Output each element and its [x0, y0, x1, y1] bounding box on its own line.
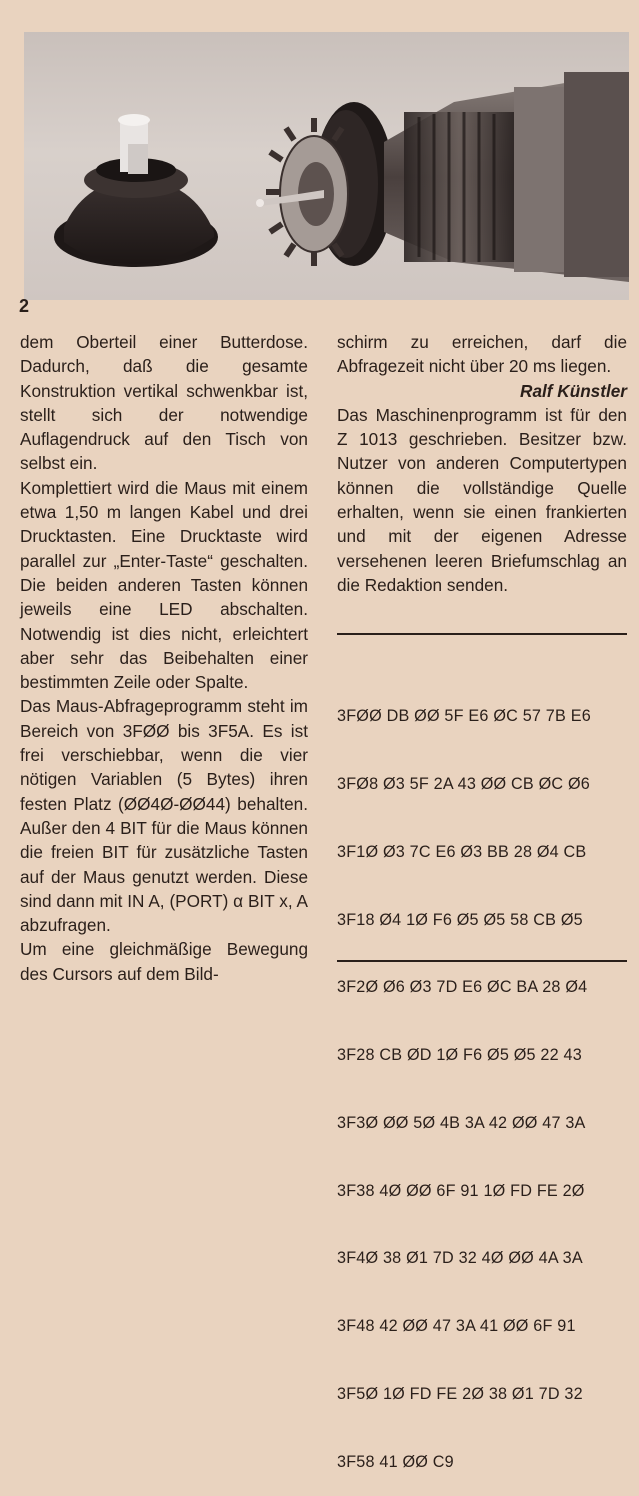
hex-line: 3F3Ø ØØ 5Ø 4B 3A 42 ØØ 47 3A — [337, 1113, 586, 1132]
divider — [337, 633, 627, 635]
hex-line: 3F18 Ø4 1Ø F6 Ø5 Ø5 58 CB Ø5 — [337, 910, 583, 929]
hex-line: 3F2Ø Ø6 Ø3 7D E6 ØC BA 28 Ø4 — [337, 978, 588, 997]
paragraph: dem Oberteil einer Butterdose. Dadurch, daß die gesamte Konstruktion vertikal schwenkbar ist, stellt sich der notwendige Auflagendruck auf den Tisch von selbst ein. — [20, 332, 308, 474]
paragraph: Das Maschinenprogramm ist für den Z 1013 geschrieben. Besitzer bzw. Nutzer von anderen Computertypen können die vollständige Quelle erhalten, wenn sie einen frankierten und mit der eigenen Adresse versehenen leeren Briefumschlag an die Redaktion senden. — [337, 404, 627, 595]
divider — [337, 960, 627, 962]
paragraph: Das Maus-Abfrageprogramm steht im Bereich von 3FØØ bis 3F5A. Es ist frei verschiebbar, wenn die vier nötigen Variablen (5 Bytes) ihren festen Platz (ØØ4Ø-ØØ44) behalten. Außer den 4 BIT für die Maus können die freien BIT für zusätzliche Tasten auf der Maus genutzt werden. Diese sind dann mit IN A, (PORT) α BIT x, A abzufragen. — [20, 696, 308, 936]
hex-line: 3F38 4Ø ØØ 6F 91 1Ø FD FE 2Ø — [337, 1181, 585, 1200]
hex-line: 3F58 41 ØØ C9 — [337, 1452, 454, 1471]
figure-number: 2 — [19, 296, 30, 316]
hex-line: 3F48 42 ØØ 47 3A 41 ØØ 6F 91 — [337, 1317, 576, 1336]
author-name: Ralf Künstler — [520, 380, 627, 401]
hex-line: 3FØØ DB ØØ 5F E6 ØC 57 7B E6 — [337, 707, 591, 726]
hex-line: 3F5Ø 1Ø FD FE 2Ø 38 Ø1 7D 32 — [337, 1385, 583, 1403]
figure-photo — [24, 32, 629, 300]
paragraph-continuation: schirm zu erreichen, darf die Abfragezeit nicht über 20 ms liegen. — [337, 332, 627, 377]
hex-line: 3F28 CB ØD 1Ø F6 Ø5 Ø5 22 43 — [337, 1046, 582, 1065]
paragraph: Um eine gleichmäßige Bewegung des Cursors auf dem Bild- — [20, 939, 308, 984]
right-column — [337, 330, 627, 597]
hex-listing — [337, 660, 627, 1496]
hex-line: 3FØ8 Ø3 5F 2A 43 ØØ CB ØC Ø6 — [337, 774, 591, 793]
photo-of-mouse-wheel-parts-icon — [24, 32, 629, 300]
hex-line: 3F1Ø Ø3 7C E6 Ø3 BB 28 Ø4 CB — [337, 842, 587, 861]
hex-line: 3F4Ø 38 Ø1 7D 32 4Ø ØØ 4A 3A — [337, 1249, 583, 1268]
left-column — [20, 330, 308, 986]
paragraph: Komplettiert wird die Maus mit einem etwa 1,50 m langen Kabel und drei Drucktasten. Eine Drucktaste wird parallel zur „Enter-Taste“ geschalten. Die beiden anderen Tasten können jeweils eine LED abschalten. Notwendig ist dies nicht, erleichtert aber sehr das Beibehalten einer bestimmten Zeile oder Spalte. — [20, 477, 308, 693]
